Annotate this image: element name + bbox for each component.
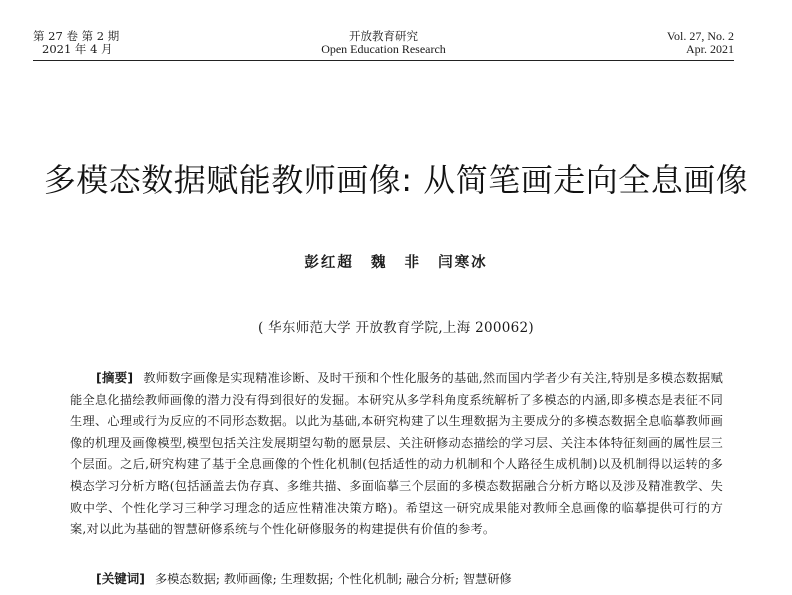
abstract xyxy=(70,367,723,541)
journal-name-en: Open Education Research xyxy=(321,42,446,56)
keywords-label: [关键词] xyxy=(96,571,145,586)
keywords xyxy=(96,569,736,589)
journal-name-cn: 开放教育研究 xyxy=(349,29,418,43)
abstract-label: [摘要] xyxy=(96,370,134,385)
volume-issue-en: Vol. 27, No. 2 xyxy=(666,29,734,43)
affiliation: ( 华东师范大学 开放教育学院,上海 200062) xyxy=(257,320,535,336)
volume-issue: 第 27 卷 第 2 期 xyxy=(33,29,120,43)
issue-date: 2021 年 4 月 xyxy=(42,42,113,56)
issue-date-en: Apr. 2021 xyxy=(686,42,734,56)
running-header xyxy=(33,30,734,61)
author-list: 彭红超 魏 非 闫寒冰 xyxy=(304,254,488,271)
abstract-text: 教师数字画像是实现精准诊断、及时干预和个性化服务的基础,然而国内学者少有关注,特别是多模态数据赋能全息化描绘教师画像的潜力没有得到很好的发掘。本研究从多学科角度系统解析了多模态的内涵,即多模态是表征不同生理、心理或行为反应的不同形态数据。以此为基础,本研究构建了以生理数据为主要成分的多模态数据全息临摹教师画像的机理及画像模型,模型包括关注发展期望勾勒的愿景层、关注研修动态描绘的学习层、关注本体特征刻画的属性层三个层面。之后,研究构建了基于全息画像的个性化机制(包括适性的动力机制和个人路径生成机制)以及机制得以运转的多模态学习分析方略(包括涵盖去伪存真、多维共描、多面临摹三个层面的多模态数据融合分析方略以及涉及精准教学、失败中学、个性化学习三种学习理念的适应性精准决策方略)。希望这一研究成果能对教师全息画像的临摹提供可行的方案,对以此为基础的智慧研修系统与个性化研修服务的构建提供有价值的参考。 xyxy=(70,371,723,537)
issue-info-en xyxy=(667,30,734,56)
journal-name xyxy=(33,30,734,56)
keywords-text: 多模态数据; 教师画像; 生理数据; 个性化机制; 融合分析; 智慧研修 xyxy=(154,572,512,586)
article-title: 多模态数据赋能教师画像: 从简笔画走向全息画像 xyxy=(43,161,749,199)
